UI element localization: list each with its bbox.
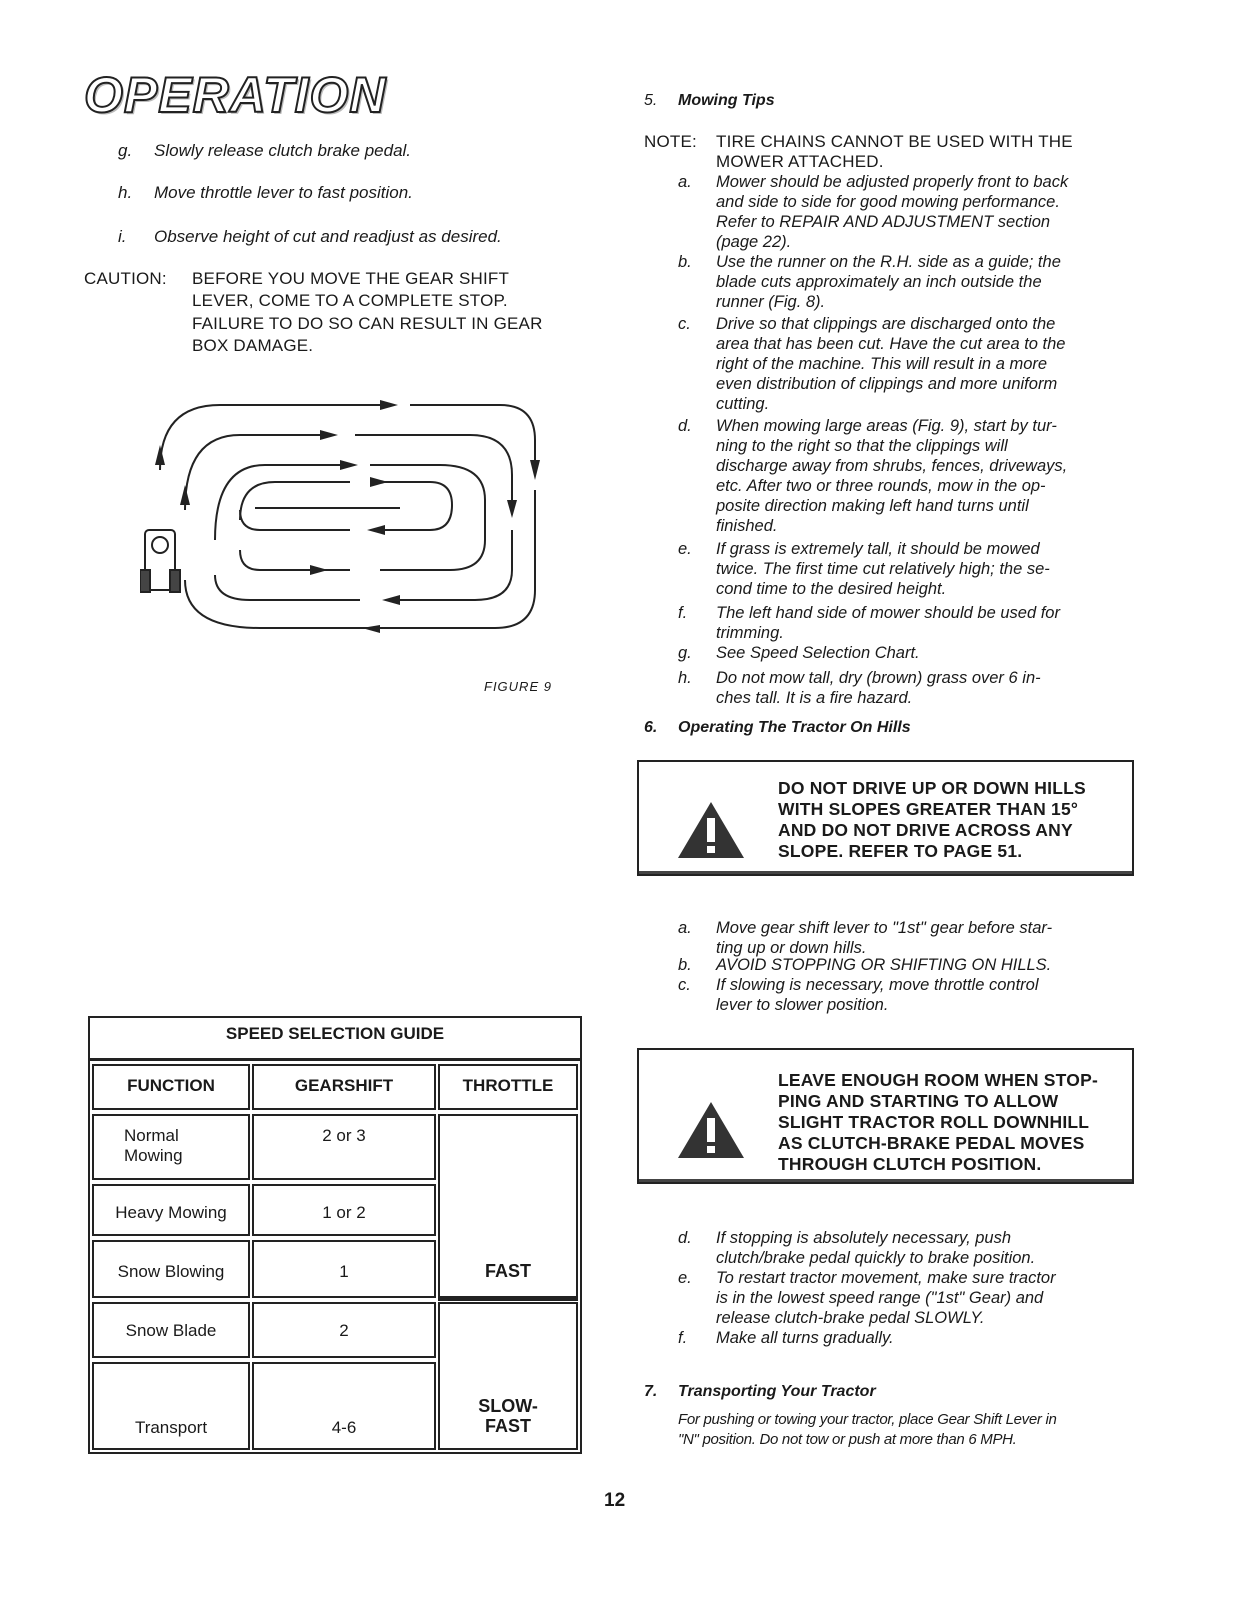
tip-letter: b. <box>678 956 692 974</box>
hill-item-b <box>678 955 1148 977</box>
figure-caption: FIGURE 9 <box>484 679 552 694</box>
tip-line: Use the runner on the R.H. side as a guide; the <box>716 253 1061 271</box>
tip-letter: g. <box>678 644 692 662</box>
step-text: Move throttle lever to fast position. <box>154 183 413 202</box>
tip-line: discharge away from shrubs, fences, driveways, <box>716 457 1068 475</box>
tip-line: Refer to REPAIR AND ADJUSTMENT section <box>716 213 1051 231</box>
caution-label: CAUTION: <box>84 269 167 288</box>
tip-line: right of the machine. This will result in a more <box>716 355 1048 373</box>
row-function: Transport <box>134 1418 208 1437</box>
transport-text <box>678 1410 1148 1450</box>
tip-letter: c. <box>678 976 691 994</box>
tip-line: When mowing large areas (Fig. 9), start by tur- <box>716 417 1057 435</box>
throttle-fast: FAST <box>484 1261 531 1281</box>
header-throttle: THROTTLE <box>462 1076 554 1095</box>
throttle-slow-fast: SLOW- <box>478 1396 538 1416</box>
tip-letter: f. <box>678 604 688 622</box>
tip-letter: a. <box>678 919 692 937</box>
step-text: Slowly release clutch brake pedal. <box>154 141 412 160</box>
section-heading: Mowing Tips <box>678 92 775 109</box>
section-number: 6. <box>644 719 658 736</box>
tip-line: Drive so that clippings are discharged onto the <box>716 315 1056 333</box>
throttle-slow-fast: FAST <box>484 1416 531 1436</box>
tip-line: If grass is extremely tall, it should be mowed <box>716 540 1040 558</box>
header-function: FUNCTION <box>127 1076 215 1095</box>
transport-line: For pushing or towing your tractor, place Gear Shift Lever in <box>678 1411 1057 1428</box>
table-divider <box>88 1058 582 1061</box>
warning-line: AND DO NOT DRIVE ACROSS ANY <box>778 820 1073 840</box>
tip-letter: d. <box>678 417 692 435</box>
tip-line: ches tall. It is a fire hazard. <box>716 689 913 707</box>
tip-line: Do not mow tall, dry (brown) grass over 6 in- <box>716 669 1041 687</box>
tip-line: Move gear shift lever to "1st" gear before star- <box>716 919 1053 937</box>
step-text: Observe height of cut and readjust as desired. <box>154 227 502 246</box>
tip-g <box>678 643 1148 665</box>
warning-text <box>778 1070 1120 1175</box>
tip-line: and side to side for good mowing performance. <box>716 193 1060 211</box>
tip-line: runner (Fig. 8). <box>716 293 826 311</box>
tip-e <box>678 539 1148 601</box>
tip-line: area that has been cut. Have the cut area to the <box>716 335 1066 353</box>
caution-line: LEVER, COME TO A COMPLETE STOP. <box>192 291 508 310</box>
table-title: SPEED SELECTION GUIDE <box>225 1024 445 1043</box>
note-label: NOTE: <box>644 132 697 151</box>
tip-line: Make all turns gradually. <box>716 1329 894 1347</box>
tip-d <box>678 416 1148 538</box>
tip-line: twice. The first time cut relatively high; the se- <box>716 560 1050 578</box>
warning-line: THROUGH CLUTCH POSITION. <box>778 1154 1042 1174</box>
warning-line: LEAVE ENOUGH ROOM WHEN STOP- <box>778 1070 1098 1090</box>
tip-letter: f. <box>678 1329 688 1347</box>
tip-letter: h. <box>678 669 692 687</box>
warning-line: PING AND STARTING TO ALLOW <box>778 1091 1059 1111</box>
note-line: MOWER ATTACHED. <box>716 152 884 171</box>
tip-h <box>678 668 1148 710</box>
tip-f <box>678 603 1148 645</box>
tip-line: ning to the right so that the clippings will <box>716 437 1008 455</box>
tip-line: If slowing is necessary, move throttle control <box>716 976 1039 994</box>
tip-line: The left hand side of mower should be used for <box>716 604 1060 622</box>
tip-letter: b. <box>678 253 692 271</box>
hill-item-a <box>678 918 1148 960</box>
row-gearshift: 2 or 3 <box>322 1126 366 1145</box>
tip-line: etc. After two or three rounds, mow in the op- <box>716 477 1046 495</box>
row-gearshift: 1 <box>339 1262 349 1281</box>
row-gearshift: 1 or 2 <box>322 1203 366 1222</box>
tip-letter: d. <box>678 1229 692 1247</box>
tip-line: lever to slower position. <box>716 996 889 1014</box>
tip-b <box>678 252 1148 314</box>
tip-line: If stopping is absolutely necessary, push <box>716 1229 1012 1247</box>
caution-line: BOX DAMAGE. <box>192 336 314 355</box>
tip-line: finished. <box>716 517 778 535</box>
caution-line: BEFORE YOU MOVE THE GEAR SHIFT <box>192 269 510 288</box>
warning-text <box>778 778 1120 862</box>
section-heading: Transporting Your Tractor <box>678 1383 876 1400</box>
header-gearshift: GEARSHIFT <box>294 1076 394 1095</box>
warning-triangle-icon <box>676 800 746 860</box>
tip-line: cond time to the desired height. <box>716 580 947 598</box>
tip-letter: c. <box>678 315 691 333</box>
tip-c <box>678 314 1148 416</box>
tip-letter: e. <box>678 1269 692 1287</box>
row-function: Heavy Mowing <box>115 1203 227 1222</box>
section-heading: Operating The Tractor On Hills <box>678 719 911 736</box>
transport-line: "N" position. Do not tow or push at more than 6 MPH. <box>678 1431 1017 1448</box>
step-i <box>118 226 598 250</box>
tip-line: See Speed Selection Chart. <box>716 644 920 662</box>
warning-line: SLIGHT TRACTOR ROLL DOWNHILL <box>778 1112 1090 1132</box>
hill-item-c <box>678 975 1148 1017</box>
warning-line: DO NOT DRIVE UP OR DOWN HILLS <box>778 778 1086 798</box>
warning-triangle-icon <box>676 1100 746 1160</box>
tip-line: trimming. <box>716 624 784 642</box>
step-letter: g. <box>118 141 133 160</box>
section-number: 7. <box>644 1383 658 1400</box>
tip-line: AVOID STOPPING OR SHIFTING ON HILLS. <box>716 956 1052 974</box>
section-number: 5. <box>644 92 658 109</box>
tip-line: (page 22). <box>716 233 792 251</box>
row-gearshift: 2 <box>339 1321 349 1340</box>
step-g <box>118 140 598 164</box>
tip-a <box>678 172 1148 254</box>
tip-line: cutting. <box>716 395 770 413</box>
mowing-pattern-figure <box>140 390 560 640</box>
tip-line: clutch/brake pedal quickly to brake position. <box>716 1249 1036 1267</box>
tip-line: even distribution of clippings and more uniform <box>716 375 1058 393</box>
tip-line: blade cuts approximately an inch outside the <box>716 273 1042 291</box>
tip-line: is in the lowest speed range ("1st" Gear) and <box>716 1289 1044 1307</box>
step-letter: i. <box>118 227 127 246</box>
tip-line: posite direction making left hand turns until <box>716 497 1029 515</box>
tip-letter: e. <box>678 540 692 558</box>
hill-item-d <box>678 1228 1148 1270</box>
row-function: Snow Blowing <box>117 1262 225 1281</box>
note-line: TIRE CHAINS CANNOT BE USED WITH THE <box>716 132 1073 151</box>
tip-letter: a. <box>678 173 692 191</box>
caution-line: FAILURE TO DO SO CAN RESULT IN GEAR <box>192 314 543 333</box>
warning-line: SLOPE. REFER TO PAGE 51. <box>778 841 1023 861</box>
table-cell <box>252 1114 436 1180</box>
row-function: Snow Blade <box>125 1321 217 1340</box>
step-letter: h. <box>118 183 133 202</box>
page-title: OPERATION <box>84 67 387 123</box>
tip-line: Mower should be adjusted properly front to back <box>716 173 1069 191</box>
table-divider <box>438 1298 578 1301</box>
tip-line: To restart tractor movement, make sure tractor <box>716 1269 1056 1287</box>
warning-line: WITH SLOPES GREATER THAN 15° <box>778 799 1079 819</box>
hill-item-f <box>678 1328 1148 1350</box>
row-gearshift: 4-6 <box>331 1418 357 1437</box>
warning-line: AS CLUTCH-BRAKE PEDAL MOVES <box>778 1133 1085 1153</box>
row-function: Normal Mowing <box>124 1126 183 1165</box>
tip-line: release clutch-brake pedal SLOWLY. <box>716 1309 985 1327</box>
tip-line: ting up or down hills. <box>716 939 867 957</box>
page-number: 12 <box>604 1490 626 1511</box>
hill-item-e <box>678 1268 1148 1330</box>
step-h <box>118 182 598 206</box>
